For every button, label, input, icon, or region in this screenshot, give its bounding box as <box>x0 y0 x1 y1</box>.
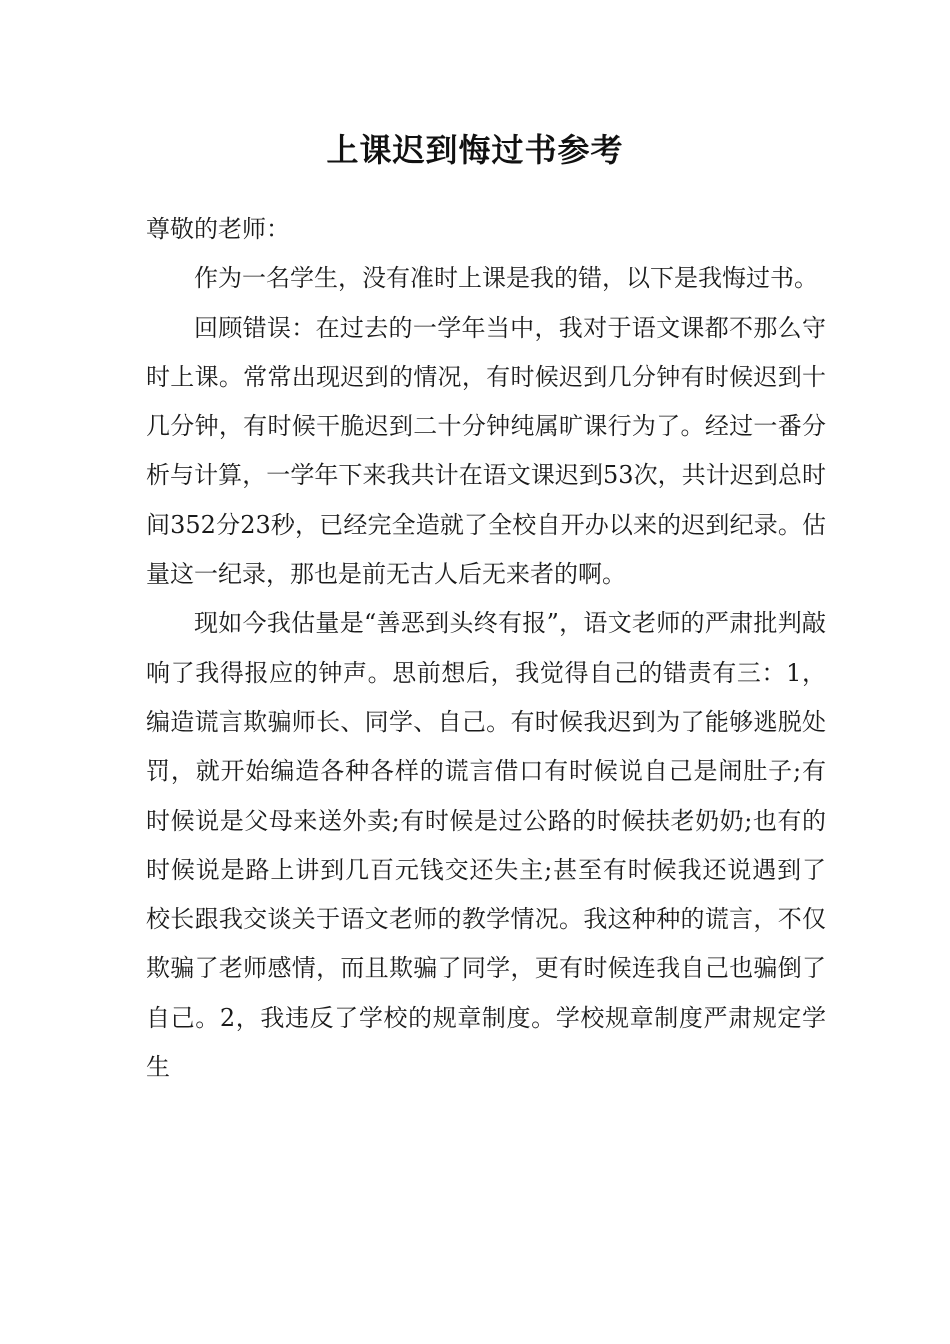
paragraph-intro: 作为一名学生，没有准时上课是我的错，以下是我悔过书。 <box>194 264 818 293</box>
document-title: 上课迟到悔过书参考 <box>326 131 624 169</box>
paragraph-reflection: 现如今我估量是“善恶到头终有报”，语文老师的严肃批判敲响了我得报应的钟声。思前想后，我觉得自己的错责有三：1，编造谎言欺骗师长、同学、自己。有时候我迟到为了能够逃脱处罚，就开始编造各种各样的谎言借口有时候说自己是闹肚子;有时候说是父母来送外卖;有时候是过公路的时候扶老奶奶;也有的时候说是路上讲到几百元钱交还失主;甚至有时候我还说遇到了校长跟我交谈关于语文老师的教学情况。我这种种的谎言，不仅欺骗了老师感情，而且欺骗了同学，更有时候连我自己也骗倒了自己。2，我违反了学校的规章制度。学校规章制度严肃规定学生 <box>146 609 826 1082</box>
salutation: 尊敬的老师： <box>146 215 290 243</box>
document-body <box>146 205 826 1092</box>
paragraph-review: 回顾错误：在过去的一学年当中，我对于语文课都不那么守时上课。常常出现迟到的情况，有时候迟到几分钟有时候迟到十几分钟，有时候干脆迟到二十分钟纯属旷课行为了。经过一番分析与计算，一学年下来我共计在语文课迟到53次，共计迟到总时间352分23秒，已经完全造就了全校自开办以来的迟到纪录。估量这一纪录，那也是前无古人后无来者的啊。 <box>146 313 826 589</box>
